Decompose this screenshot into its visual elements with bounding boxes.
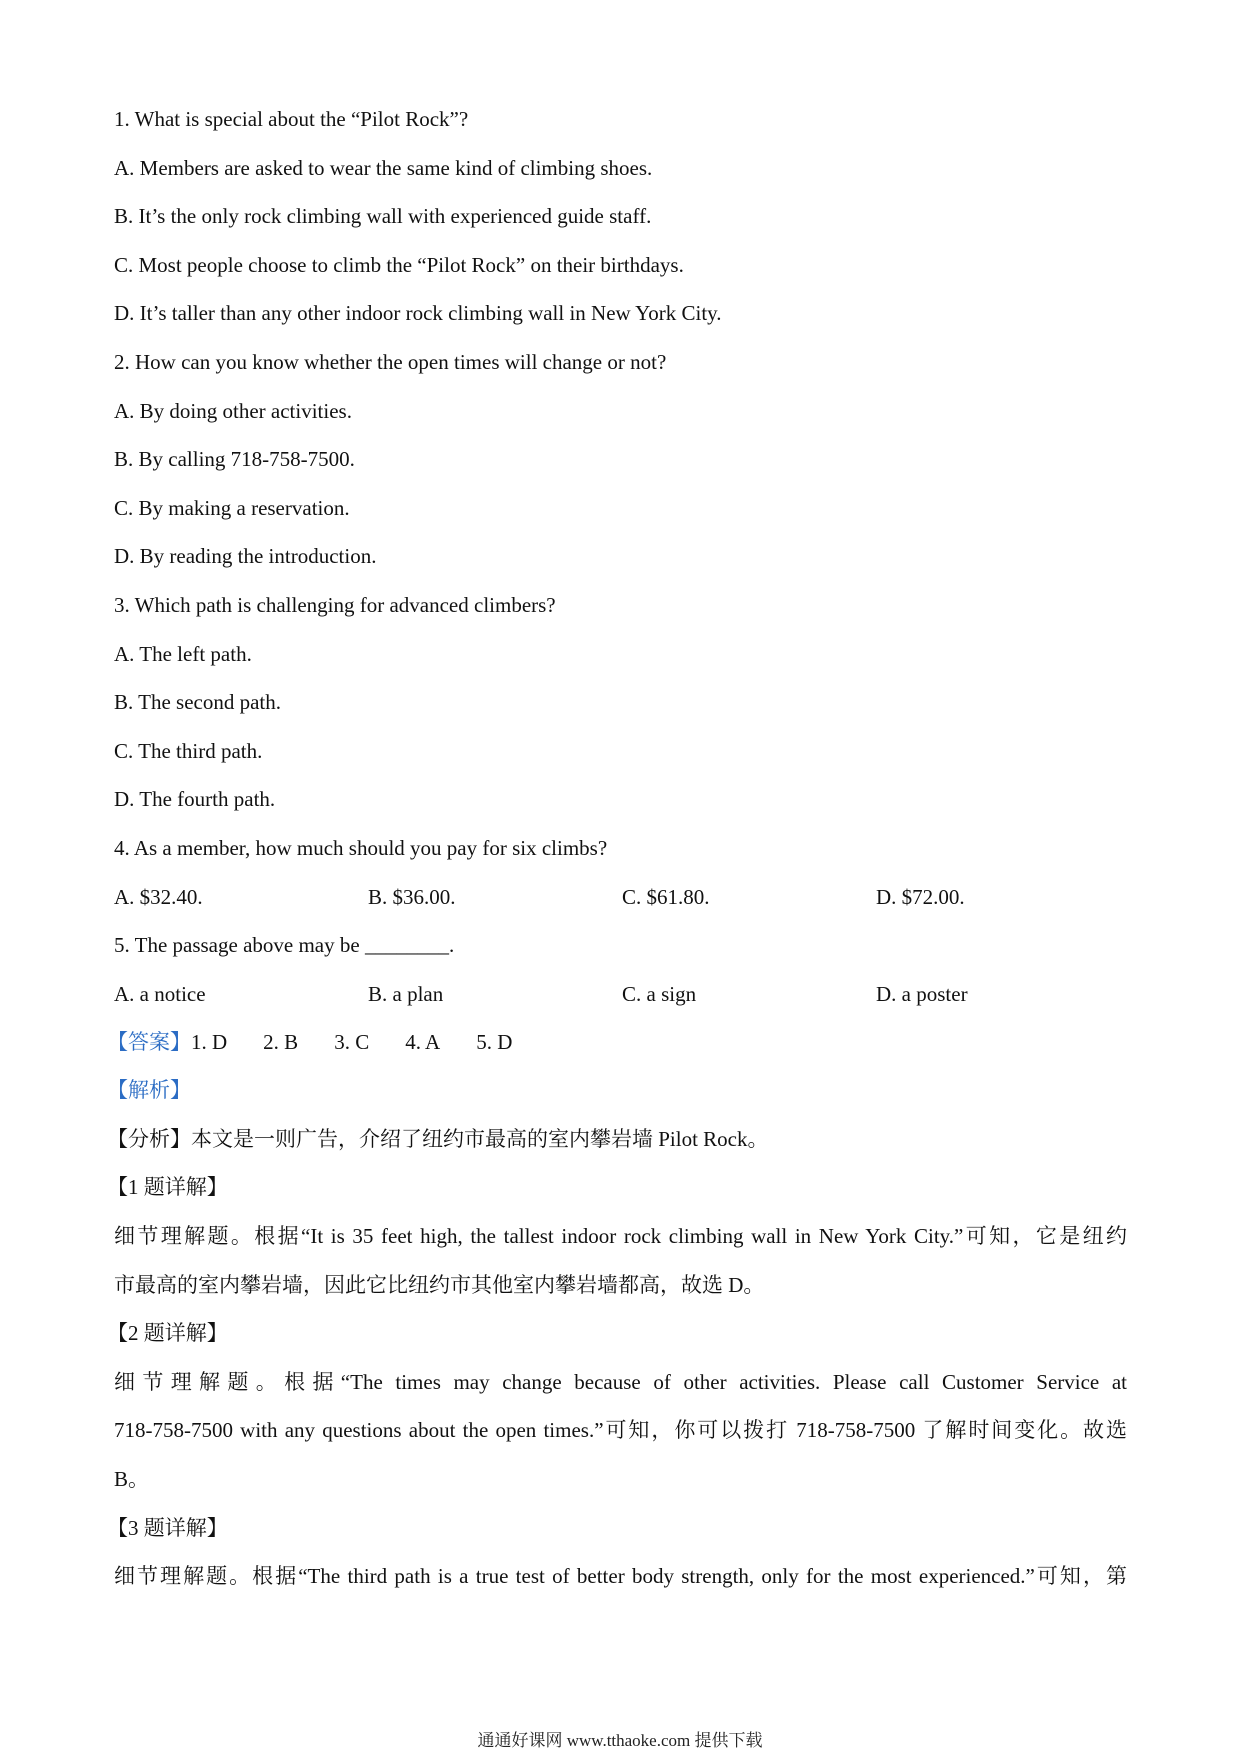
question-5-option-c: C. a sign (622, 982, 697, 1006)
question-4-option-d: D. $72.00. (876, 885, 965, 909)
answer-3: 3. C (334, 1030, 370, 1054)
question-2-option-a: A. By doing other activities. (114, 399, 352, 423)
answer-label: 【答案】 (107, 1030, 191, 1054)
detail-1-line-1: 细节理解题。根据“It is 35 feet high, the tallest indoor rock climbing wall in New York City.”可知，它是纽约 (114, 1224, 1127, 1248)
analysis-label: 【解析】 (107, 1078, 191, 1102)
question-4-option-b: B. $36.00. (368, 885, 456, 909)
question-1-option-b: B. It’s the only rock climbing wall with experienced guide staff. (114, 204, 652, 228)
summary-text: 本文是一则广告，介绍了纽约市最高的室内攀岩墙 Pilot Rock。 (191, 1127, 769, 1151)
question-5-option-d: D. a poster (876, 982, 968, 1006)
detail-1-line-2: 市最高的室内攀岩墙，因此它比纽约市其他室内攀岩墙都高，故选 D。 (114, 1273, 765, 1297)
answer-4: 4. A (405, 1030, 441, 1054)
answer-5: 5. D (476, 1030, 513, 1054)
question-2-option-d: D. By reading the introduction. (114, 544, 377, 568)
question-3-stem: 3. Which path is challenging for advanced climbers? (114, 593, 556, 617)
detail-3-line-1: 细节理解题。根据“The third path is a true test of better body strength, only for the most experienced.”可知，第 (114, 1564, 1127, 1588)
question-5-stem: 5. The passage above may be ________. (114, 933, 455, 957)
question-4-options (114, 882, 1014, 912)
question-5-options (114, 979, 1014, 1009)
question-2-stem: 2. How can you know whether the open times will change or not? (114, 350, 667, 374)
summary-line (107, 1124, 769, 1154)
question-1-option-c: C. Most people choose to climb the “Pilot Rock” on their birthdays. (114, 253, 684, 277)
question-4-stem: 4. As a member, how much should you pay for six climbs? (114, 836, 608, 860)
question-5-option-a: A. a notice (114, 982, 206, 1006)
question-3-option-c: C. The third path. (114, 739, 263, 763)
question-3-option-a: A. The left path. (114, 642, 252, 666)
detail-2-line-1: 细节理解题。根据“The times may change because of other activities. Please call Customer Service at (114, 1370, 1127, 1394)
detail-1-title: 【1 题详解】 (107, 1175, 228, 1199)
question-4-option-c: C. $61.80. (622, 885, 710, 909)
question-3-option-b: B. The second path. (114, 690, 281, 714)
question-2-option-c: C. By making a reservation. (114, 496, 350, 520)
answer-2: 2. B (263, 1030, 299, 1054)
question-4-option-a: A. $32.40. (114, 885, 203, 909)
detail-2-line-2: 718-758-7500 with any questions about the open times.”可知，你可以拨打 718-758-7500 了解时间变化。故选 (114, 1418, 1127, 1442)
page-footer: 通通好课网 www.tthaoke.com 提供下载 (477, 1731, 763, 1750)
question-2-option-b: B. By calling 718-758-7500. (114, 447, 355, 471)
detail-3-title: 【3 题详解】 (107, 1516, 228, 1540)
question-5-option-b: B. a plan (368, 982, 444, 1006)
question-3-option-d: D. The fourth path. (114, 787, 276, 811)
answer-1: 1. D (191, 1030, 228, 1054)
answer-line (107, 1027, 548, 1057)
question-1-option-a: A. Members are asked to wear the same kind of climbing shoes. (114, 156, 653, 180)
detail-2-line-3: B。 (114, 1467, 150, 1491)
question-1-option-d: D. It’s taller than any other indoor rock climbing wall in New York City. (114, 301, 722, 325)
question-1-stem: 1. What is special about the “Pilot Rock”? (114, 107, 469, 131)
detail-2-title: 【2 题详解】 (107, 1321, 228, 1345)
summary-label: 【分析】 (107, 1127, 191, 1151)
